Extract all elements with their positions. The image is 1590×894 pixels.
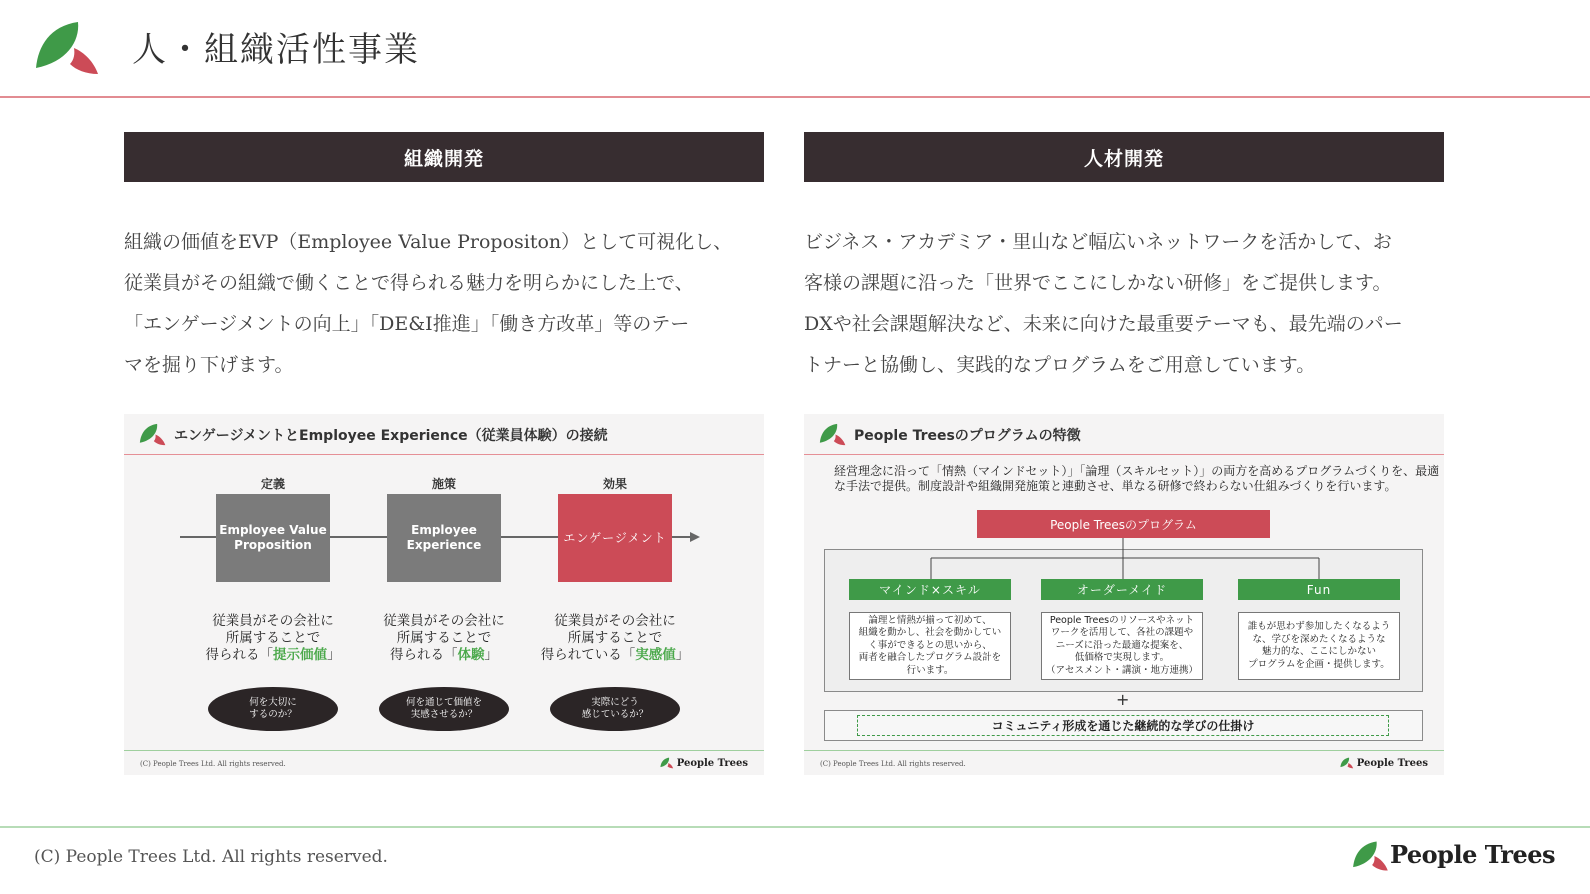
desc-line: 」: [675, 647, 690, 663]
column-description: [530, 613, 700, 664]
question-oval: [550, 687, 680, 731]
highlight-text: 体験: [457, 647, 485, 663]
column-description: [188, 613, 358, 664]
card-line: く事ができるとの思いから、: [868, 639, 992, 651]
paragraph-line: 組織の価値をEVP（Employee Value Propositon）として可視化し、: [124, 231, 733, 253]
leaf-logo-icon: [660, 757, 674, 769]
feature-label-mind-skill: マインド×スキル: [849, 579, 1011, 600]
card-line: People Treesのリソースやネット: [1049, 614, 1195, 626]
slide-title: People Treesのプログラムの特徴: [854, 428, 1081, 444]
paragraph-line: DXや社会課題解決など、未来に向けた最重要テーマも、最先端のパー: [804, 313, 1403, 335]
highlight-text: 提示価値: [273, 647, 327, 663]
oval-line: 実際にどう: [591, 697, 639, 708]
evp-box: Employee Value Proposition: [216, 494, 330, 582]
card-line: プログラムを企画・提供します。: [1248, 658, 1390, 670]
slide-brand: [660, 757, 748, 769]
desc-line: 得られる「: [205, 647, 273, 663]
oval-line: 何を大切に: [249, 697, 297, 708]
desc-line: 得られている「: [540, 647, 636, 663]
card-line: ニーズに沿った最適な提案を、: [1055, 639, 1189, 651]
footer-copyright: (C) People Trees Ltd. All rights reserved.: [34, 847, 388, 867]
card-line: 組織を動かし、社会を動かしてい: [858, 627, 1002, 639]
column-label-definition: 定義: [260, 477, 285, 491]
page-title: 人・組織活性事業: [132, 30, 420, 70]
question-oval: [208, 687, 338, 731]
slide-copyright: (C) People Trees Ltd. All rights reserved.: [140, 760, 286, 768]
community-frame: [824, 710, 1423, 741]
desc-line: 」: [484, 647, 498, 663]
desc-line: 所属することで: [396, 630, 492, 646]
oval-line: 感じているか？: [581, 709, 649, 720]
card-line: 低価格で実現します。: [1074, 652, 1170, 664]
card-line: ワークを活用して、各社の課題や: [1050, 627, 1194, 639]
desc-line: 従業員がその会社に: [554, 613, 676, 629]
slide-brand: [1340, 757, 1428, 769]
slide-footer-rule: [804, 750, 1444, 751]
community-label: コミュニティ形成を通じた継続的な学びの仕掛け: [857, 715, 1389, 736]
desc-line: 所属することで: [567, 630, 663, 646]
intro-line: 経営理念に沿って「情熱（マインドセット）」「論理（スキルセット）」の両方を高めるプログラムづくりを、最適: [834, 464, 1440, 478]
right-section-paragraph: [804, 222, 1444, 386]
card-line: 行います。: [906, 664, 954, 676]
footer-brand: People Trees: [1390, 840, 1556, 869]
brand-name: People Trees: [676, 757, 748, 769]
slide-copyright: (C) People Trees Ltd. All rights reserved.: [820, 760, 966, 768]
leaf-logo-icon: [34, 20, 102, 76]
paragraph-line: 「エンゲージメントの向上」「DE&I推進」「働き方改革」等のテー: [124, 313, 690, 335]
footer-divider: [0, 826, 1590, 828]
question-oval: [379, 687, 509, 731]
feature-label-fun: Fun: [1238, 579, 1400, 600]
plus-sign: +: [1116, 690, 1130, 709]
feature-card: [1041, 612, 1203, 680]
oval-line: するのか？: [249, 709, 297, 720]
column-description: [359, 613, 529, 664]
paragraph-line: トナーと協働し、実践的なプログラムをご用意しています。: [804, 354, 1316, 376]
card-line: な、学びを深めたくなるような: [1252, 633, 1386, 645]
employee-experience-box: Employee Experience: [387, 494, 501, 582]
engagement-slide: [124, 414, 764, 775]
slide-title-rule: [124, 454, 764, 455]
leaf-logo-icon: [139, 423, 167, 446]
paragraph-line: マを掘り下げます。: [124, 354, 294, 376]
feature-card: [1238, 612, 1400, 680]
leaf-logo-icon: [1352, 840, 1390, 872]
oval-line: 何を通じて価値を: [405, 697, 482, 708]
column-label-effect: 効果: [602, 477, 627, 491]
oval-line: 実感させるか？: [410, 709, 478, 720]
desc-line: 従業員がその会社に: [212, 613, 334, 629]
card-line: 魅力的な、ここにしかない: [1261, 646, 1376, 657]
card-line: 誰もが思わず参加したくなるよう: [1247, 621, 1391, 632]
card-line: 論理と情熱が揃って初めて、: [868, 614, 992, 626]
leaf-logo-icon: [1340, 757, 1354, 769]
desc-line: 従業員がその会社に: [383, 613, 505, 629]
highlight-text: 実感値: [635, 647, 676, 663]
left-section-paragraph: [124, 222, 764, 386]
desc-line: 得られる「: [390, 647, 458, 663]
card-line: （アセスメント・講演・地方連携）: [1046, 664, 1198, 676]
feature-label-custom: オーダーメイド: [1041, 579, 1203, 600]
desc-line: 」: [327, 647, 341, 663]
paragraph-line: 従業員がその組織で働くことで得られる魅力を明らかにした上で、: [124, 272, 694, 294]
feature-card: [849, 612, 1011, 680]
engagement-box: エンゲージメント: [558, 494, 672, 582]
desc-line: 所属することで: [225, 630, 321, 646]
program-heading: People Treesのプログラム: [977, 510, 1270, 538]
paragraph-line: ビジネス・アカデミア・里山など幅広いネットワークを活かして、お: [804, 231, 1392, 253]
column-label-measures: 施策: [431, 477, 456, 491]
left-section-heading: 組織開発: [124, 132, 764, 182]
card-line: 両者を融合したプログラム設計を: [858, 652, 1002, 664]
intro-line: な手法で提供。制度設計や組織開発施策と連動させ、単なる研修で終わらない仕組みづくりを行います。: [834, 479, 1397, 493]
program-slide: [804, 414, 1444, 775]
paragraph-line: 客様の課題に沿った「世界でここにしかない研修」をご提供します。: [804, 272, 1392, 294]
header-divider: [0, 96, 1590, 98]
right-section-heading: 人材開発: [804, 132, 1444, 182]
slide-footer-rule: [124, 750, 764, 751]
brand-name: People Trees: [1356, 757, 1428, 769]
slide-title: エンゲージメントとEmployee Experience（従業員体験）の接続: [174, 428, 608, 444]
